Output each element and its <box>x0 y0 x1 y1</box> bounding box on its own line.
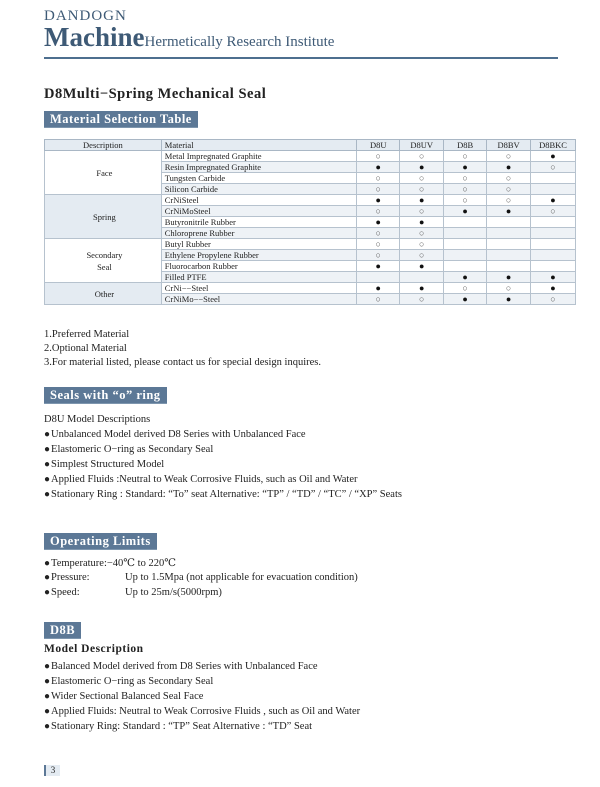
optional-mark: ○ <box>487 151 531 162</box>
optional-mark: ○ <box>400 228 444 239</box>
limit-item <box>44 587 222 598</box>
bullet-text: Stationary Ring : Standard: “To” seat Alternative: “TP” / “TD” / “TC” / “XP” Seats <box>51 489 402 500</box>
optional-mark: ○ <box>400 184 444 195</box>
header-cell: Material <box>161 140 357 151</box>
optional-mark: ○ <box>444 151 487 162</box>
bullet-item <box>44 489 402 500</box>
bullet-icon: ● <box>44 706 51 717</box>
bullet-text: Stationary Ring: Standard : “TP” Seat Alternative : “TD” Seat <box>51 721 313 732</box>
material-name: CrNi−−Steel <box>161 283 357 294</box>
limit-value: Up to 1.5Mpa (not applicable for evacuation condition) <box>125 572 358 583</box>
material-name: Ethylene Propylene Rubber <box>161 250 357 261</box>
empty-cell <box>444 261 487 272</box>
limit-item <box>44 572 358 583</box>
optional-mark: ○ <box>357 228 400 239</box>
empty-cell <box>531 228 576 239</box>
bullet-icon: ● <box>44 587 51 598</box>
group-description-line: Other <box>94 288 115 299</box>
bullet-item <box>44 706 360 717</box>
preferred-mark: ● <box>487 206 531 217</box>
material-name: Butyronitrile Rubber <box>161 217 357 228</box>
note-3: 3.For material listed, please contact us for special design inquires. <box>44 357 322 368</box>
optional-mark: ○ <box>357 206 400 217</box>
limit-item <box>44 557 176 569</box>
preferred-mark: ● <box>487 162 531 173</box>
table-row <box>45 195 576 206</box>
bullet-icon: ● <box>44 691 51 702</box>
table-row <box>45 239 576 250</box>
empty-cell <box>400 272 444 283</box>
header-cell: D8BV <box>487 140 531 151</box>
optional-mark: ○ <box>400 239 444 250</box>
empty-cell <box>357 272 400 283</box>
preferred-mark: ● <box>400 261 444 272</box>
optional-mark: ○ <box>444 173 487 184</box>
empty-cell <box>444 250 487 261</box>
preferred-mark: ● <box>531 195 576 206</box>
material-table-body <box>45 151 576 305</box>
bullet-text: Simplest Structured Model <box>51 459 165 470</box>
optional-mark: ○ <box>400 294 444 305</box>
bullet-icon: ● <box>44 572 51 583</box>
limit-name: Pressure: <box>51 572 90 583</box>
note-1: 1.Preferred Material <box>44 329 130 340</box>
preferred-mark: ● <box>357 162 400 173</box>
page-title: D8Multi−Spring Mechanical Seal <box>44 86 267 102</box>
empty-cell <box>531 217 576 228</box>
empty-cell <box>531 250 576 261</box>
material-table <box>44 139 576 305</box>
material-name: Silicon Carbide <box>161 184 357 195</box>
optional-mark: ○ <box>357 184 400 195</box>
preferred-mark: ● <box>444 206 487 217</box>
bullet-icon: ● <box>44 661 51 672</box>
header-cell: D8B <box>444 140 487 151</box>
material-section-label: Material Selection Table <box>44 111 198 128</box>
bullet-text: Balanced Model derived from D8 Series with Unbalanced Face <box>51 661 318 672</box>
empty-cell <box>531 239 576 250</box>
preferred-mark: ● <box>400 283 444 294</box>
group-description <box>45 151 162 195</box>
bullet-text: Unbalanced Model derived D8 Series with Unbalanced Face <box>51 429 306 440</box>
d8b-section-label: D8B <box>44 622 81 639</box>
header-cell: D8U <box>357 140 400 151</box>
optional-mark: ○ <box>444 283 487 294</box>
material-name: CrNiMo−−Steel <box>161 294 357 305</box>
material-name: Resin Impregnated Graphite <box>161 162 357 173</box>
material-table-header <box>45 140 576 151</box>
preferred-mark: ● <box>487 272 531 283</box>
brand-main-word: Machine <box>44 22 145 52</box>
table-row <box>45 151 576 162</box>
group-description <box>45 195 162 239</box>
preferred-mark: ● <box>400 217 444 228</box>
empty-cell <box>487 261 531 272</box>
bullet-icon: ● <box>44 721 51 732</box>
material-name: Tungsten Carbide <box>161 173 357 184</box>
table-row <box>45 283 576 294</box>
bullet-icon: ● <box>44 429 51 440</box>
empty-cell <box>531 261 576 272</box>
optional-mark: ○ <box>531 206 576 217</box>
page-number: 3 <box>44 765 60 776</box>
material-name: Chloroprene Rubber <box>161 228 357 239</box>
preferred-mark: ● <box>357 283 400 294</box>
empty-cell <box>487 239 531 250</box>
empty-cell <box>444 217 487 228</box>
oring-subtitle: D8U Model Descriptions <box>44 414 151 425</box>
preferred-mark: ● <box>357 261 400 272</box>
empty-cell <box>487 217 531 228</box>
optional-mark: ○ <box>487 184 531 195</box>
bullet-item <box>44 459 164 470</box>
brand-logo <box>44 8 334 55</box>
bullet-icon: ● <box>44 489 51 500</box>
optional-mark: ○ <box>487 283 531 294</box>
group-description <box>45 239 162 283</box>
preferred-mark: ● <box>357 217 400 228</box>
bullet-text: Applied Fluids: Neutral to Weak Corrosive Fluids , such as Oil and Water <box>51 706 361 717</box>
bullet-icon: ● <box>44 459 51 470</box>
material-name: Butyl Rubber <box>161 239 357 250</box>
d8b-subtitle: Model Description <box>44 643 144 655</box>
header-rule <box>44 57 558 59</box>
optional-mark: ○ <box>400 173 444 184</box>
group-description-line: Seal <box>97 261 112 272</box>
optional-mark: ○ <box>400 250 444 261</box>
limits-section-label: Operating Limits <box>44 533 157 550</box>
preferred-mark: ● <box>531 283 576 294</box>
optional-mark: ○ <box>487 195 531 206</box>
preferred-mark: ● <box>444 162 487 173</box>
preferred-mark: ● <box>400 195 444 206</box>
oring-section-label: Seals with “o” ring <box>44 387 167 404</box>
material-name: CrNiMoSteel <box>161 206 357 217</box>
preferred-mark: ● <box>531 151 576 162</box>
bullet-icon: ● <box>44 444 51 455</box>
bullet-item <box>44 661 318 672</box>
limit-value: Up to 25m/s(5000rpm) <box>125 587 222 598</box>
preferred-mark: ● <box>400 162 444 173</box>
optional-mark: ○ <box>357 250 400 261</box>
brand-main-text <box>44 24 334 55</box>
bullet-item <box>44 444 213 455</box>
group-description <box>45 283 162 305</box>
optional-mark: ○ <box>400 206 444 217</box>
empty-cell <box>531 173 576 184</box>
optional-mark: ○ <box>357 294 400 305</box>
optional-mark: ○ <box>444 195 487 206</box>
limit-value: −40℃ to 220℃ <box>106 558 176 569</box>
bullet-item <box>44 676 213 687</box>
note-2: 2.Optional Material <box>44 343 127 354</box>
preferred-mark: ● <box>444 272 487 283</box>
optional-mark: ○ <box>531 162 576 173</box>
limit-name: Temperature: <box>51 558 107 569</box>
material-name: Metal Impregnated Graphite <box>161 151 357 162</box>
bullet-text: Applied Fluids :Neutral to Weak Corrosive Fluids, such as Oil and Water <box>51 474 358 485</box>
empty-cell <box>487 228 531 239</box>
empty-cell <box>444 239 487 250</box>
header-cell: Description <box>45 140 162 151</box>
material-name: Filled PTFE <box>161 272 357 283</box>
bullet-item <box>44 691 203 702</box>
optional-mark: ○ <box>531 294 576 305</box>
bullet-text: Elastomeric O−ring as Secondary Seal <box>51 676 214 687</box>
bullet-text: Elastomeric O−ring as Secondary Seal <box>51 444 214 455</box>
bullet-icon: ● <box>44 474 51 485</box>
empty-cell <box>531 184 576 195</box>
empty-cell <box>444 228 487 239</box>
optional-mark: ○ <box>400 151 444 162</box>
preferred-mark: ● <box>531 272 576 283</box>
bullet-icon: ● <box>44 676 51 687</box>
optional-mark: ○ <box>357 151 400 162</box>
brand-sub-text: Hermetically Research Institute <box>144 34 335 50</box>
optional-mark: ○ <box>357 173 400 184</box>
material-name: CrNiSteel <box>161 195 357 206</box>
material-name: Fluorocarbon Rubber <box>161 261 357 272</box>
group-description-line: Spring <box>93 211 116 222</box>
header-cell: D8UV <box>400 140 444 151</box>
bullet-icon: ● <box>44 558 51 569</box>
bullet-item <box>44 429 306 440</box>
optional-mark: ○ <box>444 184 487 195</box>
preferred-mark: ● <box>444 294 487 305</box>
bullet-text: Wider Sectional Balanced Seal Face <box>51 691 204 702</box>
bullet-item <box>44 474 358 485</box>
brand-top-text: DANDOGN <box>44 8 127 24</box>
optional-mark: ○ <box>357 239 400 250</box>
preferred-mark: ● <box>487 294 531 305</box>
header-cell: D8BKC <box>531 140 576 151</box>
group-description-line: Face <box>96 167 113 178</box>
bullet-item <box>44 721 312 732</box>
group-description-line: Secondary <box>86 249 123 260</box>
optional-mark: ○ <box>487 173 531 184</box>
preferred-mark: ● <box>357 195 400 206</box>
limit-name: Speed: <box>51 587 80 598</box>
empty-cell <box>487 250 531 261</box>
